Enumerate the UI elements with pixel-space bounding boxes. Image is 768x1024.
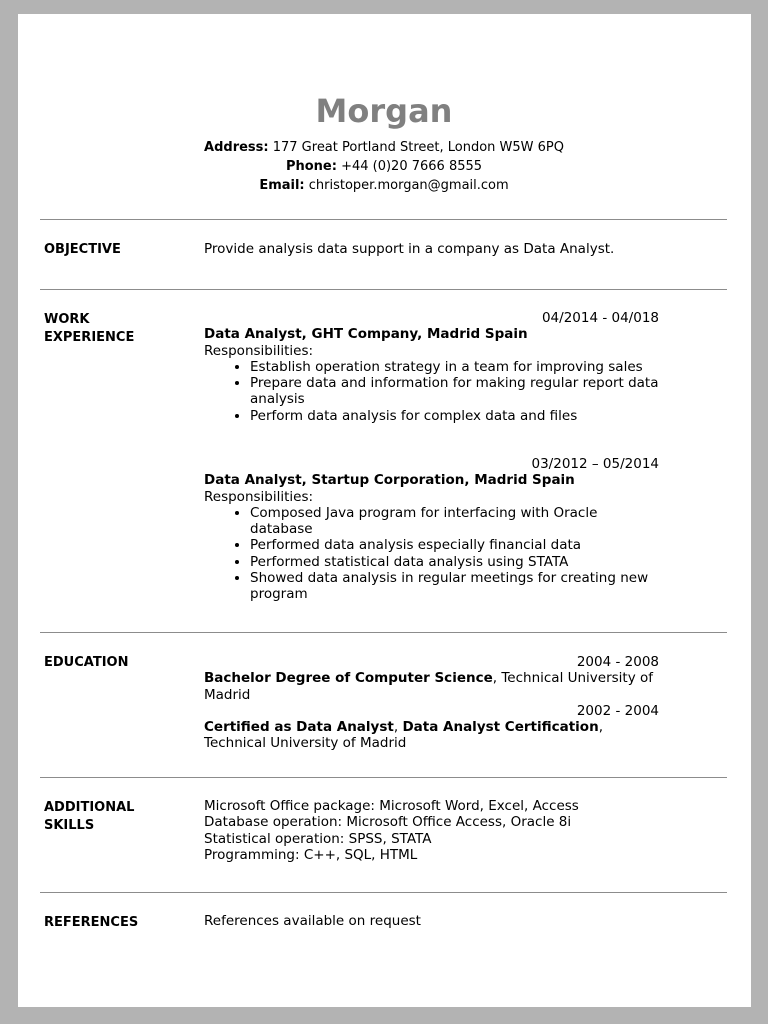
skills-heading-line2: SKILLS (44, 818, 95, 833)
institution: , Technical University of Madrid (204, 670, 654, 703)
objective-heading: OBJECTIVE (44, 242, 121, 257)
references-heading: REFERENCES (44, 915, 139, 930)
list-item: • Establish operation strategy in a team for improving sales (250, 359, 659, 375)
section-divider (40, 289, 727, 290)
list-item: • Showed data analysis in regular meetings for creating new program (250, 570, 659, 603)
responsibilities-list (204, 359, 659, 424)
references-text: References available on request (204, 913, 421, 929)
work-heading-line1: WORK (44, 312, 90, 327)
section-divider (40, 777, 727, 778)
skills-heading (44, 799, 134, 835)
skill-line: Statistical operation: SPSS, STATA (204, 830, 432, 847)
objective-text: Provide analysis data support in a company as Data Analyst. (204, 241, 615, 257)
phone-label: Phone: (285, 159, 337, 174)
education-content (204, 654, 659, 752)
phone-value: +44 (0)20 7666 8555 (341, 159, 483, 174)
education-dates: 2004 - 2008 (576, 654, 659, 670)
responsibilities-label: Responsibilities: (204, 488, 314, 505)
job-dates: 04/2014 - 04/018 (541, 310, 659, 326)
phone-line (0, 157, 768, 176)
skill-line: Database operation: Microsoft Office Access, Oracle 8i (204, 814, 572, 831)
responsibilities-list (204, 505, 659, 603)
address-line (0, 138, 768, 157)
section-divider (40, 219, 727, 220)
work-experience-heading (44, 311, 134, 347)
email-line (0, 176, 768, 195)
list-item: • Prepare data and information for making regular report data analysis (250, 375, 659, 408)
list-item: • Performed data analysis especially financial data (250, 537, 659, 553)
list-item: • Performed statistical data analysis using STATA (250, 554, 659, 570)
address-value: 177 Great Portland Street, London W5W 6PQ (272, 140, 564, 155)
skills-heading-line1: ADDITIONAL (44, 800, 135, 815)
institution: , Technical University of Madrid (204, 719, 603, 752)
skill-line: Programming: C++, SQL, HTML (204, 846, 418, 863)
skill-line: Microsoft Office package: Microsoft Word, Excel, Access (204, 798, 579, 814)
job-dates: 03/2012 – 05/2014 (531, 456, 659, 472)
resume-page (18, 14, 751, 1007)
section-divider (40, 632, 727, 633)
separator: , (393, 719, 403, 736)
job-title: Data Analyst, GHT Company, Madrid Spain (204, 326, 528, 343)
education-entry (204, 670, 659, 703)
work-experience-content (204, 310, 659, 424)
education-dates: 2002 - 2004 (576, 702, 659, 719)
work-heading-line2: EXPERIENCE (44, 330, 135, 345)
job-title: Data Analyst, Startup Corporation, Madrid Spain (204, 472, 575, 489)
list-item: • Composed Java program for interfacing with Oracle database (250, 505, 659, 538)
work-experience-content-2 (204, 456, 659, 603)
education-heading: EDUCATION (44, 655, 129, 670)
email-value: christoper.morgan@gmail.com (308, 178, 509, 193)
degree-title: Bachelor Degree of Computer Science (204, 670, 493, 687)
skills-content (204, 798, 659, 863)
education-entry (204, 719, 659, 752)
section-divider (40, 892, 727, 893)
certification-title: Data Analyst Certification (402, 719, 599, 736)
degree-title: Certified as Data Analyst (204, 719, 394, 736)
email-label: Email: (259, 178, 305, 193)
list-item: • Perform data analysis for complex data and files (250, 408, 659, 424)
responsibilities-label: Responsibilities: (204, 342, 314, 359)
candidate-name: Morgan (315, 92, 453, 130)
address-label: Address: (204, 140, 269, 155)
